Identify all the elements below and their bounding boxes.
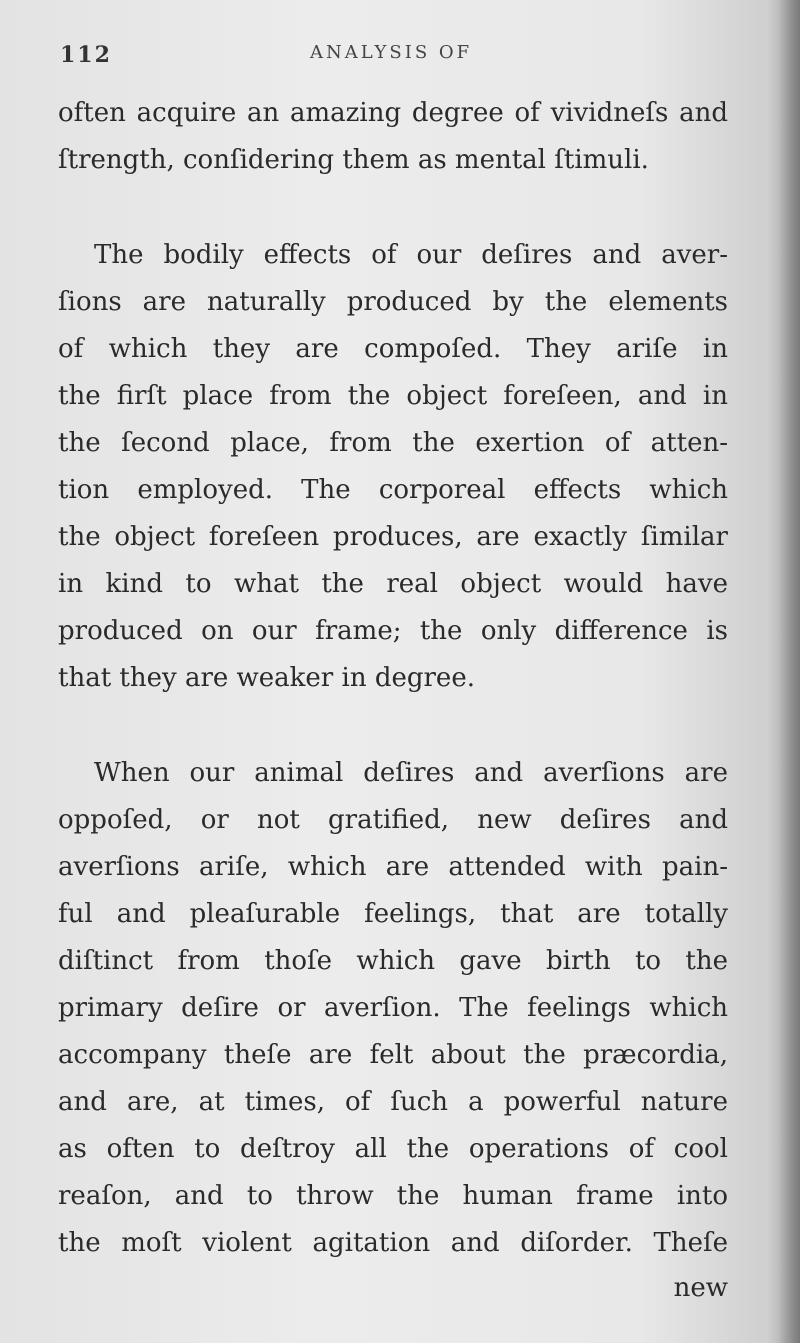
text-line: ſions are naturally produced by the elements (58, 287, 728, 317)
paragraph-3 (58, 750, 728, 1267)
text-line: oppoſed, or not gratified, new deſires and (58, 805, 728, 835)
page-number: 112 (60, 42, 112, 68)
text-line: in kind to what the real object would have (58, 569, 728, 599)
text-line: the firſt place from the object foreſeen, and in (58, 381, 728, 411)
text-line: the moſt violent agitation and diſorder. Theſe (58, 1228, 728, 1258)
running-head: ANALYSIS OF (310, 42, 473, 63)
text-line: and are, at times, of ſuch a powerful nature (58, 1087, 728, 1117)
catchword: new (673, 1273, 728, 1303)
text-line: often acquire an amazing degree of vividneſs and (58, 98, 728, 128)
text-line: that they are weaker in degree. (58, 663, 475, 693)
paragraph-1 (58, 90, 728, 184)
text-line: ful and pleaſurable feelings, that are totally (58, 899, 728, 929)
paragraph-gap (58, 184, 728, 232)
text-line: averſions ariſe, which are attended with pain- (58, 852, 728, 882)
text-line: accompany theſe are felt about the præcordia, (58, 1040, 728, 1070)
text-line: The bodily effects of our deſires and aver- (94, 240, 728, 270)
page-header (60, 42, 728, 72)
text-line: produced on our frame; the only difference is (58, 616, 728, 646)
text-line: the ſecond place, from the exertion of atten- (58, 428, 728, 458)
text-line: reaſon, and to throw the human frame into (58, 1181, 728, 1211)
body-text (58, 90, 728, 1267)
paragraph-gap (58, 702, 728, 750)
text-line: as often to deſtroy all the operations of cool (58, 1134, 728, 1164)
paragraph-2 (58, 232, 728, 702)
text-line: tion employed. The corporeal effects which (58, 475, 728, 505)
text-line: the object foreſeen produces, are exactly ſimilar (58, 522, 728, 552)
text-line: ſtrength, conſidering them as mental ſtimuli. (58, 145, 649, 175)
text-line: of which they are compoſed. They ariſe in (58, 334, 728, 364)
text-line: diſtinct from thoſe which gave birth to the (58, 946, 728, 976)
text-line: When our animal deſires and averſions are (94, 758, 728, 788)
text-line: primary deſire or averſion. The feelings which (58, 993, 728, 1023)
